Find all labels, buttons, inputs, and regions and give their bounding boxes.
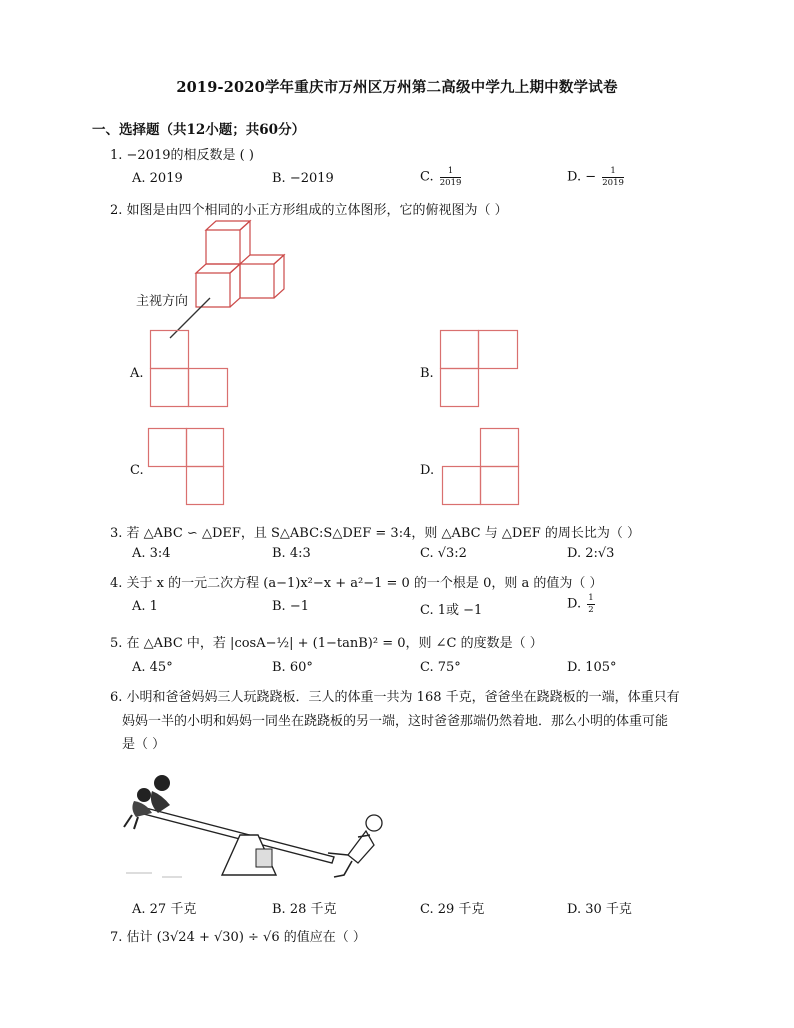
question-1-option-c-label: C. [420, 169, 434, 185]
question-7-stem: 7. 估计 (3√24 + √30) ÷ √6 的值应在（ ） [110, 930, 366, 945]
question-6-option-d: D. 30 千克 [567, 902, 632, 917]
question-2-option-b-figure[interactable] [440, 330, 520, 410]
view-direction-label: 主视方向 [136, 294, 189, 309]
question-4-option-c: C. 1或 −1 [420, 603, 483, 618]
question-3-option-a: A. 3:4 [132, 546, 171, 561]
question-6-line-3: 是（ ） [122, 737, 166, 752]
fraction-numerator: 1 [588, 593, 594, 603]
question-1-option-c-fraction [440, 167, 462, 187]
seesaw-illustration [122, 765, 392, 895]
question-2-option-b-label: B. [420, 366, 434, 381]
fraction-denominator: 2019 [602, 177, 624, 188]
question-1-option-d-fraction [602, 167, 624, 187]
fraction-denominator: 2019 [439, 177, 462, 188]
question-4-option-d-fraction [587, 594, 594, 614]
fraction-numerator: 1 [602, 167, 624, 178]
question-5-option-b: B. 60° [272, 660, 313, 675]
question-6-option-a: A. 27 千克 [132, 902, 197, 917]
question-1-paren: ( ) [239, 148, 254, 163]
question-1-stem [110, 144, 254, 163]
question-5-stem: 5. 在 △ABC 中，若 |cosA−½| + (1−tanB)² = 0，则 ∠C 的度数是（ ） [110, 636, 543, 651]
question-1-option-d [567, 167, 624, 187]
question-2-option-a-label: A. [130, 366, 144, 381]
question-4-option-d [567, 594, 595, 614]
question-2-option-d-label: D. [420, 463, 435, 478]
fraction-denominator: 2 [588, 604, 594, 615]
section-heading: 一、选择题（共12小题；共60分） [92, 122, 306, 138]
question-4-option-b: B. −1 [272, 599, 309, 614]
question-6-option-c: C. 29 千克 [420, 902, 485, 917]
question-3-option-d: D. 2:√3 [567, 546, 615, 561]
question-1-option-b: B. −2019 [272, 171, 334, 186]
page-title: 2019-2020学年重庆市万州区万州第二高级中学九上期中数学试卷 [176, 79, 618, 96]
question-2-stem: 2. 如图是由四个相同的小正方形组成的立体图形，它的俯视图为（ ） [110, 203, 508, 218]
question-4-option-a: A. 1 [132, 599, 158, 614]
question-2-option-c-figure[interactable] [148, 428, 228, 508]
question-6-option-b: B. 28 千克 [272, 902, 337, 917]
question-4-option-d-label: D. [567, 596, 582, 612]
fraction-numerator: 1 [440, 167, 462, 178]
question-4-stem: 4. 关于 x 的一元二次方程 (a−1)x²−x + a²−1 = 0 的一个根是 0，则 a 的值为（ ） [110, 576, 603, 591]
question-2-option-c-label: C. [130, 463, 144, 478]
question-2-option-a-figure[interactable] [150, 330, 230, 410]
question-6-line-1: 6. 小明和爸爸妈妈三人玩跷跷板．三人的体重一共为 168 千克，爸爸坐在跷跷板的一端，体重只有 [110, 690, 680, 705]
question-5-option-a: A. 45° [132, 660, 173, 675]
question-3-option-b: B. 4:3 [272, 546, 311, 561]
question-3-stem: 3. 若 △ABC ∽ △DEF，且 S△ABC:S△DEF = 3:4，则 △ABC 与 △DEF 的周长比为（ ） [110, 526, 641, 541]
question-5-option-c: C. 75° [420, 660, 461, 675]
question-6-line-2: 妈妈一半的小明和妈妈一同坐在跷跷板的另一端，这时爸爸那端仍然着地．那么小明的体重可能 [122, 714, 669, 729]
question-1-option-d-label: D. − [567, 169, 597, 185]
question-1-text: 1. −2019的相反数是 [110, 148, 236, 163]
question-5-option-d: D. 105° [567, 660, 617, 675]
question-2-option-d-figure[interactable] [442, 428, 522, 508]
question-1-option-c [420, 167, 461, 187]
question-3-option-c: C. √3:2 [420, 546, 467, 561]
question-1-option-a: A. 2019 [132, 171, 183, 186]
